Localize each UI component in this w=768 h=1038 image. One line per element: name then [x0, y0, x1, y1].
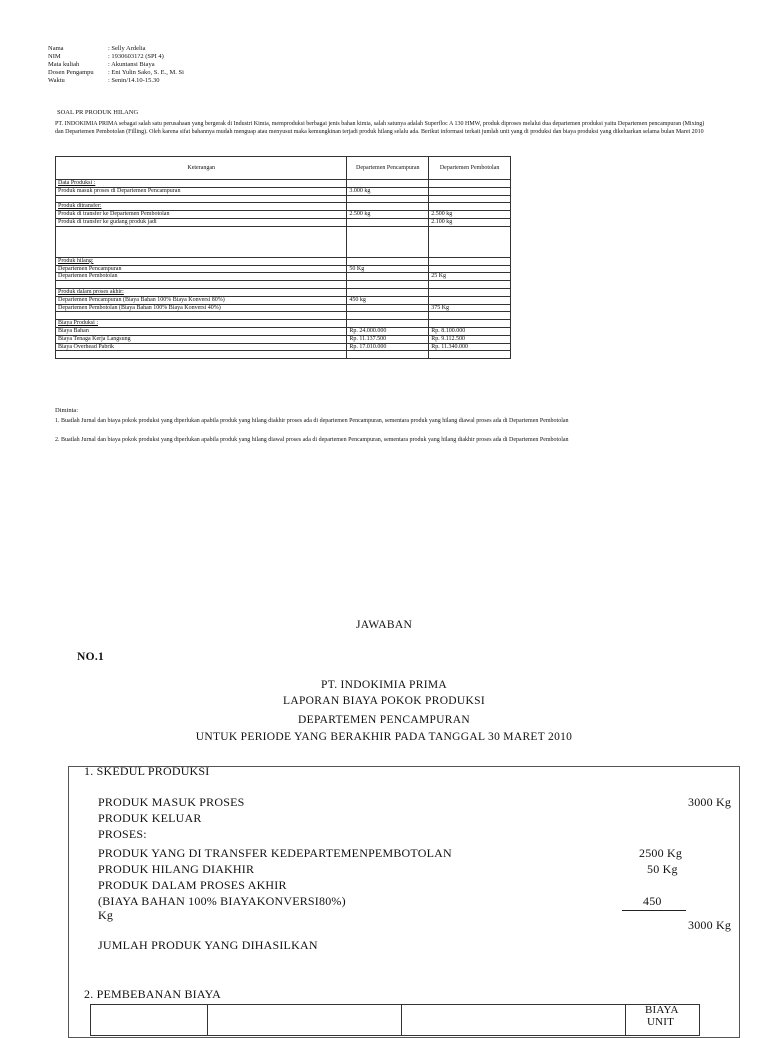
info-value: : Selly Ardelia [108, 45, 146, 52]
info-value: : Eni Yulin Sako, S. E., M. Si [108, 69, 184, 76]
table-cell [347, 226, 429, 257]
table-cell: Rp. 9.112.500 [429, 335, 511, 343]
table-cell [429, 288, 511, 296]
table-cell [429, 257, 511, 265]
info-key: Waktu [48, 77, 65, 84]
table-cell: Departemen Pencampuran [56, 265, 347, 273]
problem-title: SOAL PR PRODUK HILANG [57, 109, 139, 116]
col-header-biaya: BIAYA [645, 1004, 679, 1016]
table-row [56, 180, 511, 188]
table-cell: 2.500 kg [347, 211, 429, 219]
table-cell [429, 296, 511, 304]
table-row [56, 265, 511, 273]
diminta-label: Diminta: [55, 407, 79, 414]
info-key: Dosen Pengampu [48, 69, 94, 76]
info-key: NIM [48, 53, 61, 60]
info-value: : Akuntansi Biaya [108, 61, 155, 68]
value-produk-hilang: 50 Kg [647, 862, 678, 876]
table-row [56, 203, 511, 211]
table-col-divider [625, 1005, 626, 1035]
table-cell [347, 273, 429, 281]
table-cell [429, 281, 511, 289]
question-1: 1. Buatlah Jurnal dan biaya pokok produksi yang diperlukan apabila produk yang hilang diakhir proses ada di departemen Pencampuran, sementara produk yang hilang diawal proses ada di Departemen Pembotolan [55, 418, 569, 424]
table-cell [429, 320, 511, 328]
table-cell [429, 180, 511, 188]
table-cell: Biaya Produksi : [56, 320, 347, 328]
table-row [56, 312, 511, 320]
value-total: 3000 Kg [688, 918, 732, 932]
table-cell [56, 226, 347, 257]
table-cell [347, 312, 429, 320]
table-row [56, 218, 511, 226]
table-row [56, 281, 511, 289]
table-cell: Produk ditransfer: [56, 203, 347, 211]
table-header-row [56, 157, 511, 180]
table-cell [429, 195, 511, 203]
table-cell: Departemen Pembotolan (Biaya Bahan 100% Biaya Konversi 40%) [56, 304, 347, 312]
question-2: 2. Buatlah Jurnal dan biaya pokok produksi yang diperlukan apabila produk yang hilang diawal proses ada di departemen Pencampuran, sementara produk yang hilang diakhir proses ada di Departemen Pembotolan [55, 437, 569, 443]
value-produk-masuk: 3000 Kg [688, 795, 732, 809]
value-produk-transfer: 2500 Kg [639, 846, 683, 860]
table-cell: 450 kg [347, 296, 429, 304]
line-produk-masuk: PRODUK MASUK PROSES [98, 795, 245, 809]
table-row [56, 351, 511, 359]
section-pembebanan-biaya: 2. PEMBEBANAN BIAYA [84, 987, 222, 1001]
value-pdp-akhir: 450 [643, 894, 662, 908]
problem-table [55, 156, 511, 359]
table-row [56, 273, 511, 281]
table-row [56, 320, 511, 328]
table-cell [347, 180, 429, 188]
table-cell: Departemen Pembotolan [56, 273, 347, 281]
table-row [56, 257, 511, 265]
table-cell [56, 281, 347, 289]
table-body [56, 180, 511, 359]
table-row [56, 211, 511, 219]
table-row [56, 288, 511, 296]
table-row [56, 187, 511, 195]
table-cell: Rp. 11.137.500 [347, 335, 429, 343]
table-cell [347, 281, 429, 289]
answer-number: NO.1 [77, 651, 105, 663]
table-row [56, 327, 511, 335]
table-cell [429, 351, 511, 359]
table-cell: Data Produksi : [56, 180, 347, 188]
col-header-unit: UNIT [647, 1016, 675, 1028]
table-cell [429, 187, 511, 195]
section-skedul-produksi: 1. SKEDUL PRODUKSI [84, 764, 210, 778]
table-cell: 50 Kg [347, 265, 429, 273]
info-key: Mata kuliah [48, 61, 80, 68]
table-cell [56, 312, 347, 320]
table-cell [56, 195, 347, 203]
report-period: UNTUK PERIODE YANG BERAKHIR PADA TANGGAL 30 MARET 2010 [195, 731, 573, 743]
table-cell [429, 226, 511, 257]
table-cell [429, 312, 511, 320]
table-cell: Produk di transfer ke Departemen Pembotolan [56, 211, 347, 219]
table-cell: 2.100 kg [429, 218, 511, 226]
sum-rule [622, 910, 686, 911]
answer-title: JAWABAN [355, 619, 413, 631]
table-cell [429, 265, 511, 273]
line-produk-keluar: PRODUK KELUAR [98, 811, 202, 825]
table-cell [56, 351, 347, 359]
table-cell [347, 195, 429, 203]
line-pdp-akhir: PRODUK DALAM PROSES AKHIR [98, 878, 287, 892]
company-name: PT. INDOKIMIA PRIMA [321, 679, 447, 691]
table-cell [429, 203, 511, 211]
table-cell: Rp. 17.010.000 [347, 343, 429, 351]
department-name: DEPARTEMEN PENCAMPURAN [298, 714, 470, 726]
line-produk-transfer: PRODUK YANG DI TRANSFER KEDEPARTEMENPEMBOTOLAN [98, 846, 452, 860]
table-col-divider [401, 1005, 402, 1035]
table-header: Departemen Pembotolan [429, 157, 511, 180]
table-cell [347, 257, 429, 265]
table-cell: Produk dalam proses akhir: [56, 288, 347, 296]
table-cell: Produk di transfer ke gudang produk jadi [56, 218, 347, 226]
table-cell: Rp. 24.000.000 [347, 327, 429, 335]
line-jumlah-produk: JUMLAH PRODUK YANG DIHASILKAN [98, 938, 318, 952]
pembebanan-table [90, 1004, 700, 1036]
table-cell: Departemen Pencampuran (Biaya Bahan 100% Biaya Konversi 80%) [56, 296, 347, 304]
table-cell [347, 203, 429, 211]
table-cell: Biaya Tenaga Kerja Langsung [56, 335, 347, 343]
problem-paragraph: PT. INDOKIMIA PRIMA sebagai salah satu perusahaan yang bergerak di Industri Kimia, memproduksi berbagai jenis bahan kimia, salah satunya adalah Superfloc A 130 HMW, produk diproses melalui dua departemen produksi yaitu Departemen pencampuran (Mixing) dan Departemen Pembotolan (Filling). Oleh karena sifat bahannya mudah menguap atau menyusut maka kemungkinan terjadi produk hilang selalu ada. Berikut informasi terkait jumlah unit yang di produksi dan biaya produksi yang dikeluarkan selama bulan Maret 2010 [55, 121, 705, 135]
table-cell [347, 218, 429, 226]
table-cell: Biaya Bahan [56, 327, 347, 335]
table-cell: Rp. 11.340.000 [429, 343, 511, 351]
table-cell [347, 351, 429, 359]
line-pdp-detail: (BIAYA BAHAN 100% BIAYAKONVERSI80%) [98, 894, 346, 908]
table-cell: 25 Kg [429, 273, 511, 281]
line-proses: PROSES: [98, 827, 147, 841]
table-cell [347, 304, 429, 312]
info-key: Nama [48, 45, 64, 52]
table-header: Keterangan [56, 157, 347, 180]
table-row [56, 343, 511, 351]
table-cell: Rp. 8.100.000 [429, 327, 511, 335]
table-row [56, 304, 511, 312]
table-row [56, 335, 511, 343]
table-cell: Produk masuk proses di Departemen Pencampuran [56, 187, 347, 195]
table-col-divider [207, 1005, 208, 1035]
table-row [56, 226, 511, 257]
info-value: : Senin/14.10-15.30 [108, 77, 160, 84]
table-cell [347, 288, 429, 296]
table-cell: 375 Kg [429, 304, 511, 312]
table-header: Departemen Pencampuran [347, 157, 429, 180]
line-produk-hilang: PRODUK HILANG DIAKHIR [98, 862, 255, 876]
table-cell: 3.000 kg [347, 187, 429, 195]
table-cell: 2.500 kg [429, 211, 511, 219]
table-row [56, 296, 511, 304]
report-name: LAPORAN BIAYA POKOK PRODUKSI [283, 695, 485, 707]
table-cell: Biaya Overhead Pabrik [56, 343, 347, 351]
info-value: : 19306031?2 (SPI 4) [108, 53, 164, 60]
line-kg-unit: Kg [98, 908, 114, 922]
table-cell [347, 320, 429, 328]
table-row [56, 195, 511, 203]
table-cell: Produk hilang: [56, 257, 347, 265]
